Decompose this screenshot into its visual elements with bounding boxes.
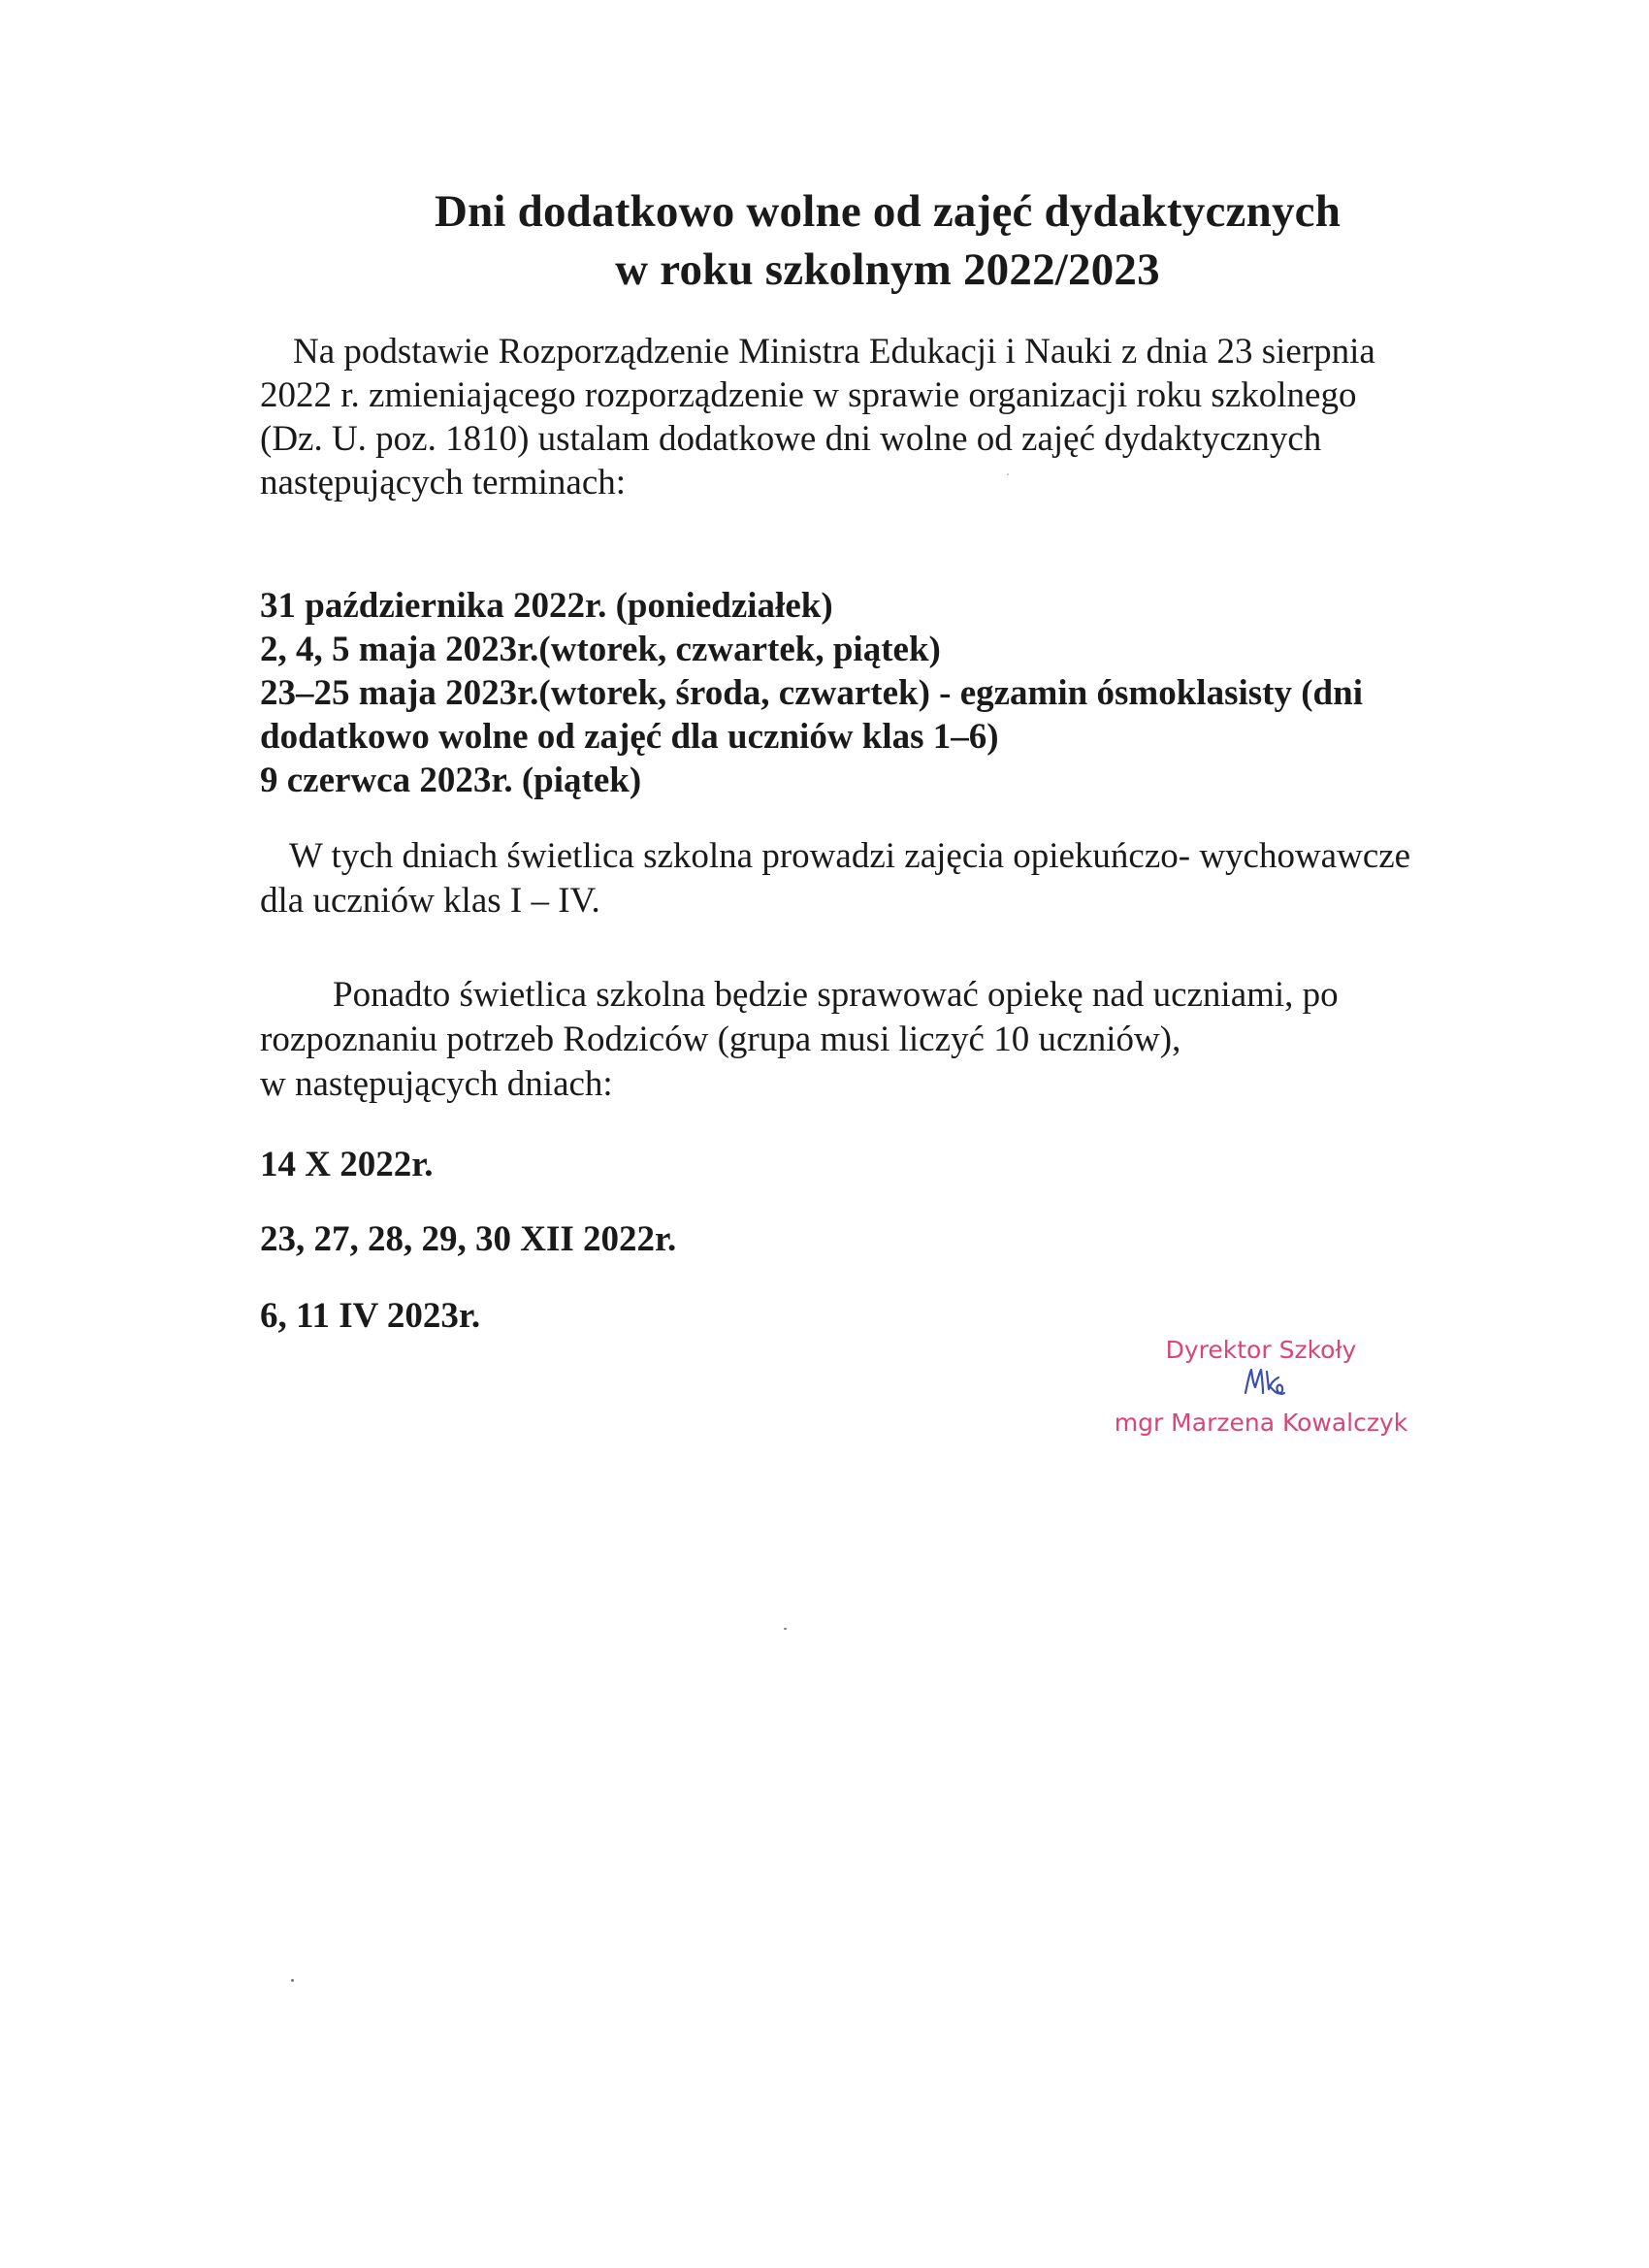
signature-role: Dyrektor Szkoły [1165,1336,1357,1364]
care-paragraph-1 [260,834,1410,923]
free-day-item: 23–25 maja 2023r.(wtorek, środa, czwartek) - egzamin ósmoklasisty (dni [260,673,1363,713]
scan-speck [784,1628,787,1630]
intro-line-1: Na podstawie Rozporządzenie Ministra Edukacji i Nauki z dnia 23 sierpnia [293,332,1375,372]
free-day-item: 9 czerwca 2023r. (piątek) [260,761,642,800]
free-day-item: 2, 4, 5 maja 2023r.(wtorek, czwartek, piątek) [260,630,941,669]
care-paragraph-2 [260,973,1339,1107]
care2-line-1: Ponadto świetlica szkolna będzie sprawować opiekę nad uczniami, po [333,975,1339,1015]
signature-block [1096,1331,1426,1440]
title-line-1: Dni dodatkowo wolne od zajęć dydaktycznych [434,186,1342,237]
care1-line-1: W tych dniach świetlica szkolna prowadzi zajęcia opiekuńczo- wychowawcze [289,836,1411,876]
intro-line-4: następujących terminach: [260,463,627,502]
free-days-list [260,584,1363,802]
scan-speck [291,1979,294,1982]
intro-line-2: 2022 r. zmieniającego rozporządzenie w sprawie organizacji roku szkolnego [260,375,1357,415]
care1-line-2: dla uczniów klas I – IV. [260,881,600,921]
extra-day-item: 6, 11 IV 2023r. [260,1296,481,1336]
care2-line-3: w następujących dniach: [260,1064,613,1104]
care2-line-2: rozpoznaniu potrzeb Rodziców (grupa musi liczyć 10 uczniów), [260,1020,1181,1059]
title-line-2: w roku szkolnym 2022/2023 [615,244,1160,295]
intro-line-3: (Dz. U. poz. 1810) ustalam dodatkowe dni wolne od zajęć dydaktycznych [260,419,1322,459]
signature-name: mgr Marzena Kowalczyk [1114,1409,1408,1437]
free-day-item-continued: dodatkowo wolne od zajęć dla uczniów klas 1–6) [260,717,999,757]
intro-paragraph [260,330,1375,504]
extra-day-item: 23, 27, 28, 29, 30 XII 2022r. [260,1219,677,1259]
extra-day-item: 14 X 2022r. [260,1145,434,1184]
handwritten-signature-icon [1096,1370,1426,1407]
scan-speck [1007,473,1009,475]
free-day-item: 31 października 2022r. (poniedziałek) [260,586,833,626]
document-title [0,182,1649,299]
